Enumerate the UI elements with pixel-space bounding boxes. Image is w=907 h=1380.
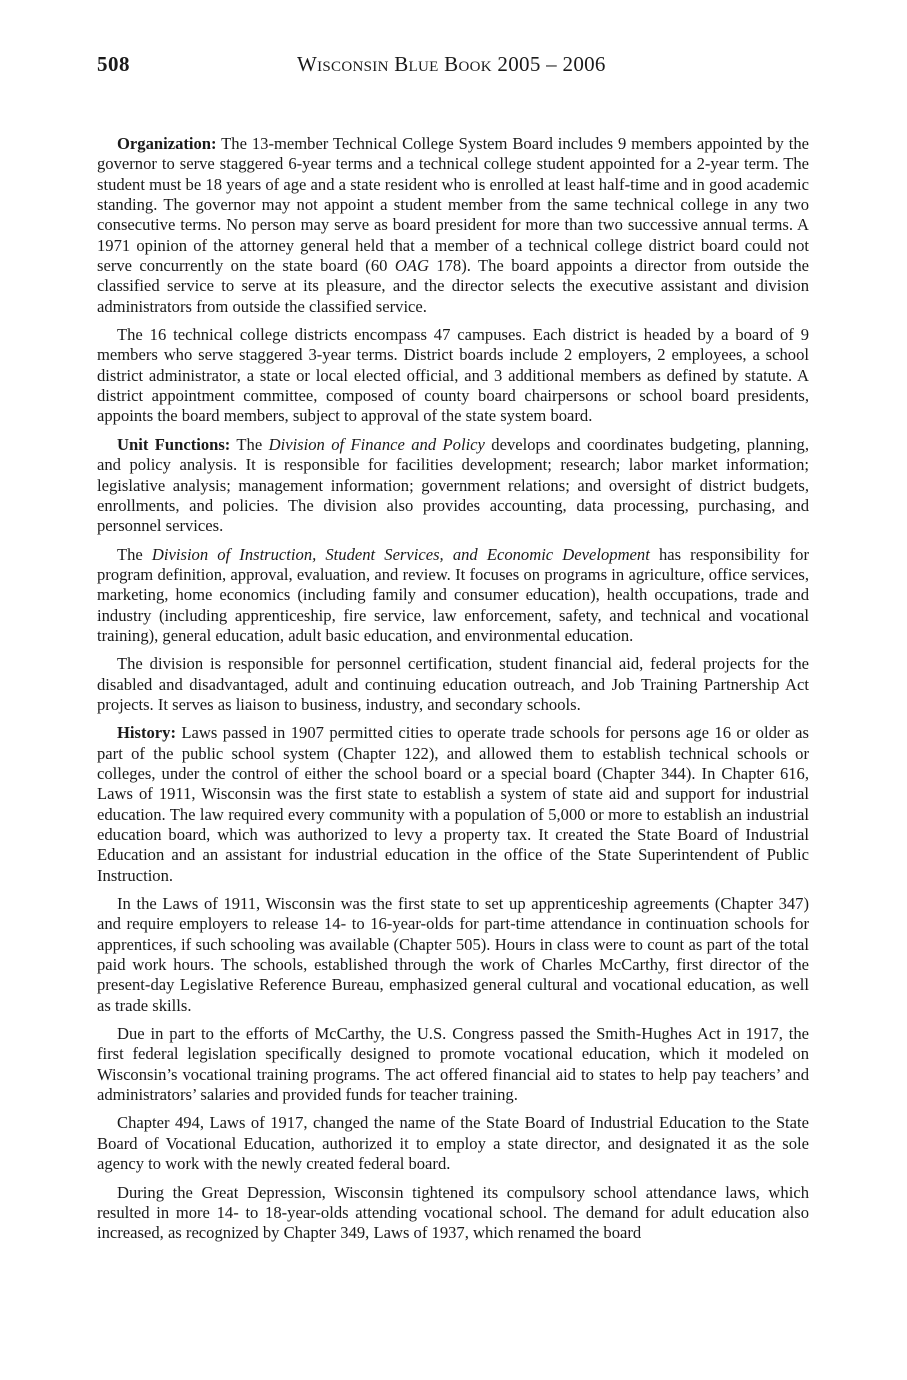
paragraph-text: The: [117, 544, 152, 564]
paragraph-great-depression: [97, 1183, 809, 1244]
division-name-italic: Division of Instruction, Student Services, and Economic Development: [151, 544, 650, 564]
paragraph-division-responsibilities: [97, 654, 809, 715]
paragraph-smith-hughes: [97, 1024, 809, 1105]
running-head: Wisconsin Blue Book 2005 – 2006: [297, 52, 606, 76]
citation-italic: OAG: [394, 256, 429, 276]
paragraph-text: The: [230, 434, 269, 454]
paragraph-history: [97, 723, 809, 886]
division-name-italic: Division of Finance and Policy: [268, 434, 485, 454]
paragraph-text: Due in part to the efforts of McCarthy, the U.S. Congress passed the Smith-Hughes Act in 1917, the first federal legislation specifically designed to promote vocational education, which it modeled on Wisconsin’s vocational training programs. The act offered financial aid to states to help pay teachers’ and administrators’ salaries and provided funds for teacher training.: [97, 1024, 809, 1105]
body-text: [97, 134, 809, 1252]
page-number: 508: [97, 52, 130, 76]
paragraph-districts: [97, 325, 809, 427]
section-lead: History:: [117, 723, 176, 743]
section-lead: Unit Functions:: [117, 434, 231, 454]
paragraph-text: The division is responsible for personnel certification, student financial aid, federal projects for the disabled and disadvantaged, adult and continuing education outreach, and Job Training Partnership Act projects. It serves as liaison to business, industry, and secondary schools.: [97, 654, 809, 714]
paragraph-text: has responsibility for program definition, approval, evaluation, and review. It focuses on programs in agriculture, office services, marketing, home economics (including family and consumer education), health occupations, trade and industry (including apprenticeship, fire service, law enforcement, safety, and technical and vocational training), general education, adult basic education, and environmental education.: [97, 544, 809, 645]
paragraph-text: Laws passed in 1907 permitted cities to operate trade schools for persons age 16 or older as part of the public school system (Chapter 122), and allowed them to establish technical schools or colleges, under the control of either the school board or a special board (Chapter 344). In Chapter 616, Laws of 1911, Wisconsin was the first state to establish a system of state aid and support for industrial education. The law required every community with a population of 5,000 or more to establish an industrial education board, which was authorized to levy a property tax. It created the State Board of Industrial Education and an assistant for industrial education in the office of the State Superintendent of Public Instruction.: [97, 723, 809, 885]
paragraph-text: The 16 technical college districts encompass 47 campuses. Each district is headed by a board of 9 members who serve staggered 3-year terms. District boards include 2 employers, 2 employees, a school district administrator, a state or local elected official, and 3 additional members as defined by statute. A district appointment committee, composed of county board chairpersons or school board presidents, appoints the board members, subject to approval of the state system board.: [97, 325, 809, 426]
paragraph-division-instruction: [97, 545, 809, 647]
paragraph-text: The 13-member Technical College System Board includes 9 members appointed by the governor to serve staggered 6-year terms and a technical college student appointed for a 2-year term. The student must be 18 years of age and a state resident who is enrolled at least half-time and in good academic standing. The governor may not appoint a student member from the same technical college in any two consecutive terms. No person may serve as board president for more than two successive annual terms. A 1971 opinion of the attorney general held that a member of a technical college district board could not serve concurrently on the state board (60: [97, 134, 809, 276]
paragraph-organization: [97, 134, 809, 317]
paragraph-text: During the Great Depression, Wisconsin tightened its compulsory school attendance laws, which resulted in more 14- to 18-year-olds attending vocational school. The demand for adult education also increased, as recognized by Chapter 349, Laws of 1937, which renamed the board: [97, 1182, 809, 1243]
page-header: [97, 52, 809, 86]
paragraph-text: develops and coordinates budgeting, planning, and policy analysis. It is responsible for facilities development; research; labor market information; legislative analysis; management information; government relations; and oversight of district budgets, enrollments, and policies. The division also provides accounting, data processing, purchasing, and personnel services.: [97, 434, 809, 536]
section-lead: Organization:: [117, 134, 217, 153]
paragraph-text: 178). The board appoints a director from outside the classified service to serve at its pleasure, and the director selects the executive assistant and division administrators from outside the classified service.: [97, 256, 810, 316]
paragraph-text: Chapter 494, Laws of 1917, changed the name of the State Board of Industrial Education to the State Board of Vocational Education, authorized it to employ a state director, and designated it as the sole agency to work with the newly created federal board.: [97, 1113, 809, 1174]
paragraph-laws-1911: [97, 894, 809, 1016]
paragraph-chapter-494: [97, 1113, 809, 1174]
paragraph-unit-functions: [97, 435, 809, 537]
paragraph-text: In the Laws of 1911, Wisconsin was the first state to set up apprenticeship agreements (Chapter 347) and require employers to release 14- to 16-year-olds for part-time attendance in continuation schools for apprentices, if such schooling was available (Chapter 505). Hours in class were to count as part of the total paid work hours. The schools, established through the work of Charles McCarthy, first director of the present-day Legislative Reference Bureau, emphasized general cultural and vocational education, as well as trade skills.: [97, 894, 809, 1015]
